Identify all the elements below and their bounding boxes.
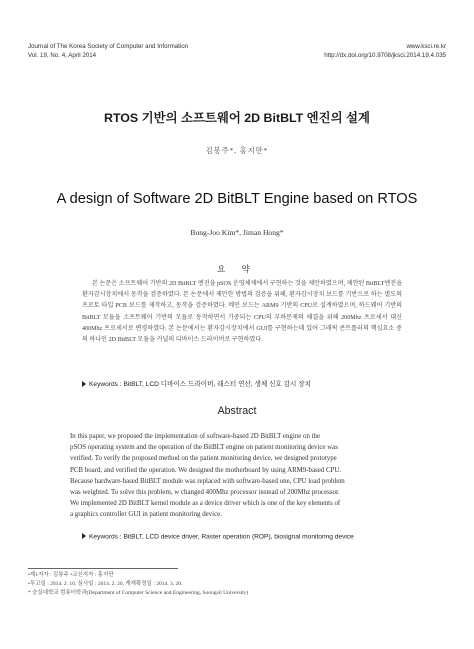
journal-header-left — [28, 42, 188, 60]
abstract-body-english: In this paper, we proposed the implementation of software-based 2D BitBLT engine on the pSOS operating system and the operation of the BitBLT engine on patient monitoring device was verified. To verify the proposed method on the patient monitoring device, we designed prototype PCB board, and verified the operation. We designed the motherboard by using ARM9-based CPU. Because hardware-based BitBLT module was replaced with software-based one, CPU load problem was weighted. To solve this problem, w changed 400Mhz processor instead of 200Mhz processor. We implemented 2D BitBLT kernel module as a device driver which is one of the key elements of a graphics controller GUI in patient monitoring device. — [70, 433, 345, 519]
keywords-korean — [82, 378, 412, 388]
journal-name: Journal of The Korea Society of Computer and Information — [28, 43, 189, 50]
volume-issue: Vol. 19, No. 4, April 2014 — [28, 52, 97, 59]
bullet-triangle-icon — [82, 533, 86, 539]
authors-english: Bong-Joo Kim*, Jiman Hong* — [190, 228, 284, 237]
journal-website: www.ksci.re.kr — [406, 43, 446, 50]
paper-title-english: A design of Software 2D BitBLT Engine based on RTOS — [56, 191, 418, 207]
footnote: •제1저자 : 김봉주 •교신저자 : 홍지만 •투고일 : 2014. 2. 10, 심사일 : 2014. 2. 20, 게재확정일 : 2014. 3. 20. * 숭실대학교 컴퓨터학과(Department of Computer Science and Engineering, Soongsil University) — [28, 572, 249, 597]
abstract-heading-korean: 요 약 — [217, 264, 257, 274]
doi-link: http://dx.doi.org/10.9708/jksci.2014.19.4.035 — [324, 52, 446, 59]
journal-header-right — [324, 42, 446, 60]
keywords-korean-text: Keywords : BitBLT, LCD 디바이스 드라이버, 래스터 연산, 생체 신호 감시 장치 — [89, 381, 311, 388]
abstract-body-korean: 본 논문은 소프트웨어 기반의 2D BitBLT 엔진을 pSOS 운영체제에서 구현하는 것을 제안하였으며, 제안된 BitBLT엔진을 환자감시장치에서 동작을 검증하였다. 본 논문에서 제안한 방법의 검증을 위해, 환자감시장치 보드를 기반으로 하는 별도의 프로토 타입 PCB 보드를 제작하고, 동작을 검증하였다. 메인 보드는 ARM9 기반의 CPU로 설계하였으며, 하드웨어 기반의 BitBLT 모듈을 소프트웨어 기반의 모듈로 동작하면서 가중되는 CPU의 부하문제의 해결을 위해 200Mhz 프로세서 대신 400Mhz 프로세서로 변경하였다. 본 논문에서는 환자감시장치에서 GUI를 구현하는데 있어 그래픽 콘트롤러의 핵심요소 중의 하나인 2D BitBLT 모듈을 커널의 디바이스 드라이버로 구현하였다. — [82, 281, 402, 344]
footnote-divider — [28, 568, 178, 569]
authors-korean: 김봉주*, 홍지만* — [205, 147, 269, 155]
keywords-english — [82, 533, 412, 541]
paper-title-korean: RTOS 기반의 소프트웨어 2D BitBLT 엔진의 설계 — [104, 111, 370, 125]
bullet-triangle-icon — [82, 381, 86, 387]
abstract-heading-english: Abstract — [217, 405, 257, 417]
keywords-english-text: Keywords : BitBLT, LCD device driver, Raster operation (ROP), biosignal monitoring device — [89, 533, 354, 541]
